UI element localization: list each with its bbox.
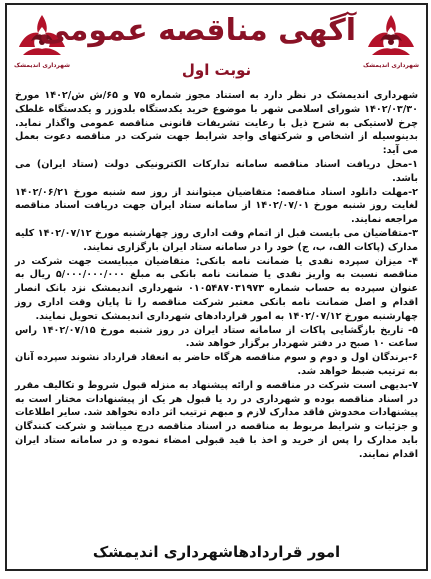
clause-2: ۲-مهلت دانلود اسناد مناقصه: متقاضیان میتوانند از روز سه شنبه مورخ ۱۴۰۲/۰۶/۲۱ لغایت روز شنبه مورخ ۱۴۰۲/۰۷/۰۱ از سامانه ستاد ایران جهت دریافت اسناد مناقصه مراجعه نمایند. <box>15 186 418 226</box>
clause-7: ۷-بدیهی است شرکت در مناقصه و ارائه پیشنهاد به منزله قبول شروط و تکالیف مقرر در اسناد مناقصه بوده و شهرداری در رد یا قبول هر یک از پیشنهادات مختار است به پیشنهادات مخدوش فاقد مدارک لازم و مبهم ترتیب اثر داده نخواهد شد. سایر اطلاعات و جزئیات و شرایط مربوط به مناقصه در اسناد مناقصه درج میباشد و شرکت کنندگان باید مدارک را پس از خرید و اخذ با قید قبولی امضاء نموده و در سامانه ستاد ایران اقدام نمایند. <box>15 379 418 460</box>
round-label: نوبت اول <box>181 61 252 79</box>
notice-body <box>7 89 426 462</box>
clause-6: ۶-برندگان اول و دوم و سوم مناقصه هرگاه حاضر به انعقاد قرارداد نشوند سپرده آنان به ترتیب ضبط خواهد شد. <box>15 352 418 377</box>
footer-signature: امور قراردادهاشهرداری اندیمشک <box>92 543 341 561</box>
municipality-emblem-icon <box>362 11 420 61</box>
logo-caption-left: شهرداری اندیمشک <box>13 62 71 69</box>
clause-3: ۳-متقاضیان می بایست قبل از اتمام وقت اداری روز چهارشنبه مورخ ۱۴۰۲/۰۷/۱۲ کلیه مدارک (پاکات الف، ب، ج) خود را در سامانه ستاد ایران بارگزاری نمایند. <box>15 227 418 253</box>
clause-1: ۱-محل دریافت اسناد مناقصه سامانه تدارکات الکترونیکی دولت (ستاد ایران) می باشد. <box>15 158 418 184</box>
municipality-logo-right <box>362 11 420 73</box>
notice-page <box>5 3 428 571</box>
clause-4: ۴- میزان سپرده نقدی یا ضمانت نامه بانکی: متقاضیان میبایست جهت شرکت در مناقصه نسبت به واریز نقدی یا ضمانت نامه بانکی به مبلغ ۵/۰۰۰/۰۰۰/۰۰۰ ریال به عنوان سپرده به حساب شماره ۰۱۰۵۴۸۷۰۳۱۹۷۳ شهرداری اندیمشک نزد بانک انصار اقدام و اصل ضمانت نامه بانکی معتبر شرکت مناقصه را تا پایان وقت اداری روز چهارشنبه مورخ ۱۴۰۲/۰۷/۱۲ به امور قراردادهای شهرداری اندیمشک تحویل نمایند. <box>15 255 419 322</box>
header <box>7 5 426 89</box>
clause-5: ۵- تاریخ بازگشایی پاکات از سامانه ستاد ایران در روز شنبه مورخ ۱۴۰۲/۰۷/۱۵ راس ساعت ۱۰ صبح در دفتر شهردار برگزار خواهد شد. <box>15 324 418 350</box>
page-title: آگهی مناقصه عمومی <box>39 13 356 48</box>
logo-caption-right: شهرداری اندیمشک <box>362 62 420 69</box>
intro-paragraph: شهرداری اندیمشک در نظر دارد به استناد مجوز شماره ۷۵ و ۶۵/ش ش/۱۴۰۲ مورخ ۱۴۰۲/۰۳/۳۰ شورای اسلامی شهر با موضوع خرید یکدستگاه بلدوزر و یکدستگاه غلطک چرخ لاستیکی به شرح ذیل با رعایت تشریفات قانونی مناقصه عمومی واگذار نماید. بدینوسیله از اشخاص و شرکتهای واجد شرایط جهت شرکت در مناقصه دعوت بعمل می آید: <box>15 90 418 157</box>
